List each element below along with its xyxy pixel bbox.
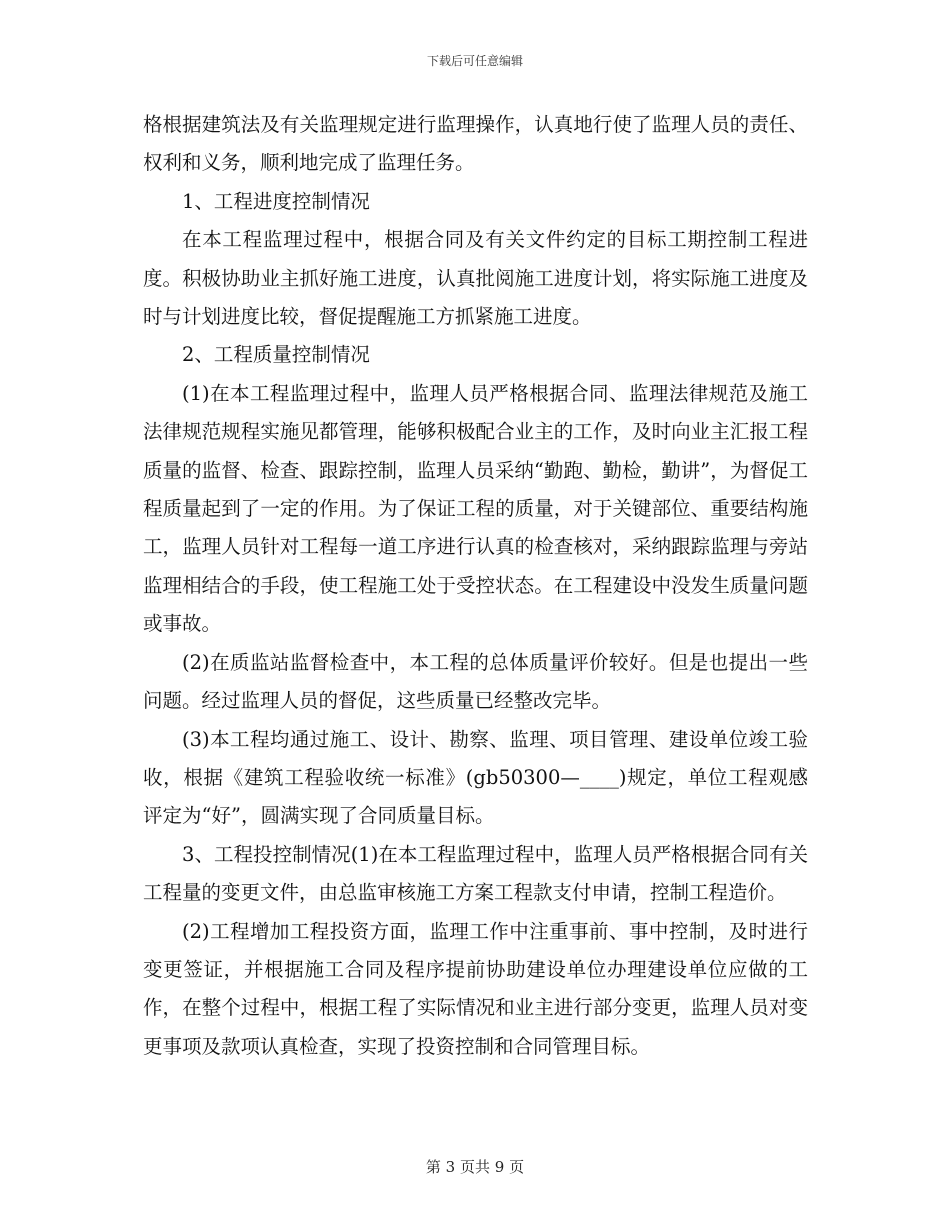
section-heading: 1、工程进度控制情况 — [182, 189, 370, 213]
paragraph: 格根据建筑法及有关监理规定进行监理操作，认真地行使了监理人员的责任、权利和义务，顺利地完成了监理任务。 — [143, 113, 808, 175]
paragraph: 在本工程监理过程中，根据合同及有关文件约定的目标工期控制工程进度。积极协助业主抓好施工进度，认真批阅施工进度计划，将实际施工进度及时与计划进度比较，督促提醒施工方抓紧施工进度。 — [143, 228, 808, 329]
paragraph: (2)工程增加工程投资方面，监理工作中注重事前、事中控制，及时进行变更签证，并根据施工合同及程序提前协助建设单位办理建设单位应做的工作，在整个过程中，根据工程了实际情况和业主进行部分变更，监理人员对变更事项及款项认真检查，实现了投资控制和合同管理目标。 — [143, 919, 808, 1058]
paragraph: 3、工程投控制情况(1)在本工程监理过程中，监理人员严格根据合同有关工程量的变更文件，由总监审核施工方案工程款支付申请，控制工程造价。 — [143, 842, 808, 905]
document-body — [143, 106, 808, 1066]
paragraph: (2)在质监站监督检查中，本工程的总体质量评价较好。但是也提出一些问题。经过监理人员的督促，这些质量已经整改完毕。 — [143, 650, 808, 713]
section-heading: 2、工程质量控制情况 — [182, 343, 370, 367]
paragraph: (3)本工程均通过施工、设计、勘察、监理、项目管理、建设单位竣工验收，根据《建筑工程验收统一标准》(gb50300—____)规定，单位工程观感评定为“好”，圆满实现了合同质量目标。 — [143, 727, 808, 828]
page-header: 下载后可任意编辑 — [426, 54, 523, 68]
paragraph: (1)在本工程监理过程中，监理人员严格根据合同、监理法律规范及施工法律规范规程实施见都管理，能够积极配合业主的工作，及时向业主汇报工程质量的监督、检查、跟踪控制，监理人员采纳“勤跑、勤检，勤讲”，为督促工程质量起到了一定的作用。为了保证工程的质量，对于关键部位、重要结构施工，监理人员针对工程每一道工序进行认真的检查核对，采纳跟踪监理与旁站监理相结合的手段，使工程施工处于受控状态。在工程建设中没发生质量问题或事故。 — [143, 381, 808, 636]
page-number: 第 3 页共 9 页 — [425, 1158, 525, 1176]
